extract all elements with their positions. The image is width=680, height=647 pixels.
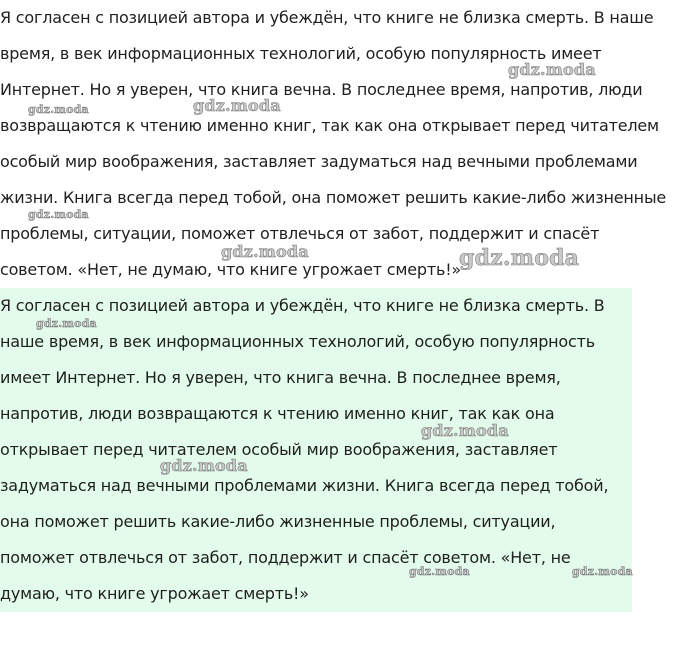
paragraph-2-line: она поможет решить какие-либо жизненные проблемы, ситуации, [0, 512, 556, 531]
watermark: gdz.moda [36, 317, 97, 330]
paragraph-2-line: думаю, что книге угрожает смерть!» [0, 584, 309, 603]
paragraph-2-line: имеет Интернет. Но я уверен, что книга вечна. В последнее время, [0, 368, 561, 387]
paragraph-1-line: Я согласен с позицией автора и убеждён, что книге не близка смерть. В наше [0, 8, 654, 27]
paragraph-2-line: поможет отвлечься от забот, поддержит и спасёт советом. «Нет, не [0, 548, 571, 567]
paragraph-1-line: жизни. Книга всегда перед тобой, она поможет решить какие-либо жизненные [0, 188, 667, 207]
paragraph-1-line: проблемы, ситуации, поможет отвлечься от забот, поддержит и спасёт [0, 224, 600, 243]
watermark: gdz.moda [160, 456, 248, 475]
paragraph-2-line: напротив, люди возвращаются к чтению именно книг, так как она [0, 404, 555, 423]
paragraph-1-line: время, в век информационных технологий, особую популярность имеет [0, 44, 602, 63]
watermark: gdz.moda [459, 245, 580, 271]
paragraph-1-line: Интернет. Но я уверен, что книга вечна. В последнее время, напротив, люди [0, 80, 643, 99]
watermark: gdz.moda [28, 103, 89, 116]
paragraph-2-line: наше время, в век информационных технологий, особую популярность [0, 332, 595, 351]
paragraph-2 [0, 288, 632, 612]
paragraph-1 [0, 0, 680, 288]
watermark: gdz.moda [572, 565, 633, 578]
paragraph-1-line: возвращаются к чтению именно книг, так как она открывает перед читателем [0, 116, 659, 135]
paragraph-1-line: советом. «Нет, не думаю, что книге угрожает смерть!» [0, 260, 462, 279]
paragraph-2-line: Я согласен с позицией автора и убеждён, что книге не близка смерть. В [0, 296, 605, 315]
paragraph-2-line: задуматься над вечными проблемами жизни. Книга всегда перед тобой, [0, 476, 609, 495]
watermark: gdz.moda [508, 60, 596, 79]
watermark: gdz.moda [409, 565, 470, 578]
watermark: gdz.moda [221, 242, 309, 261]
highlighted-paragraph-block [0, 288, 632, 612]
paragraph-1-line: особый мир воображения, заставляет задуматься над вечными проблемами [0, 152, 638, 171]
watermark: gdz.moda [28, 208, 89, 221]
watermark: gdz.moda [421, 421, 509, 440]
paragraph-2-line: открывает перед читателем особый мир воображения, заставляет [0, 440, 558, 459]
watermark: gdz.moda [193, 96, 281, 115]
